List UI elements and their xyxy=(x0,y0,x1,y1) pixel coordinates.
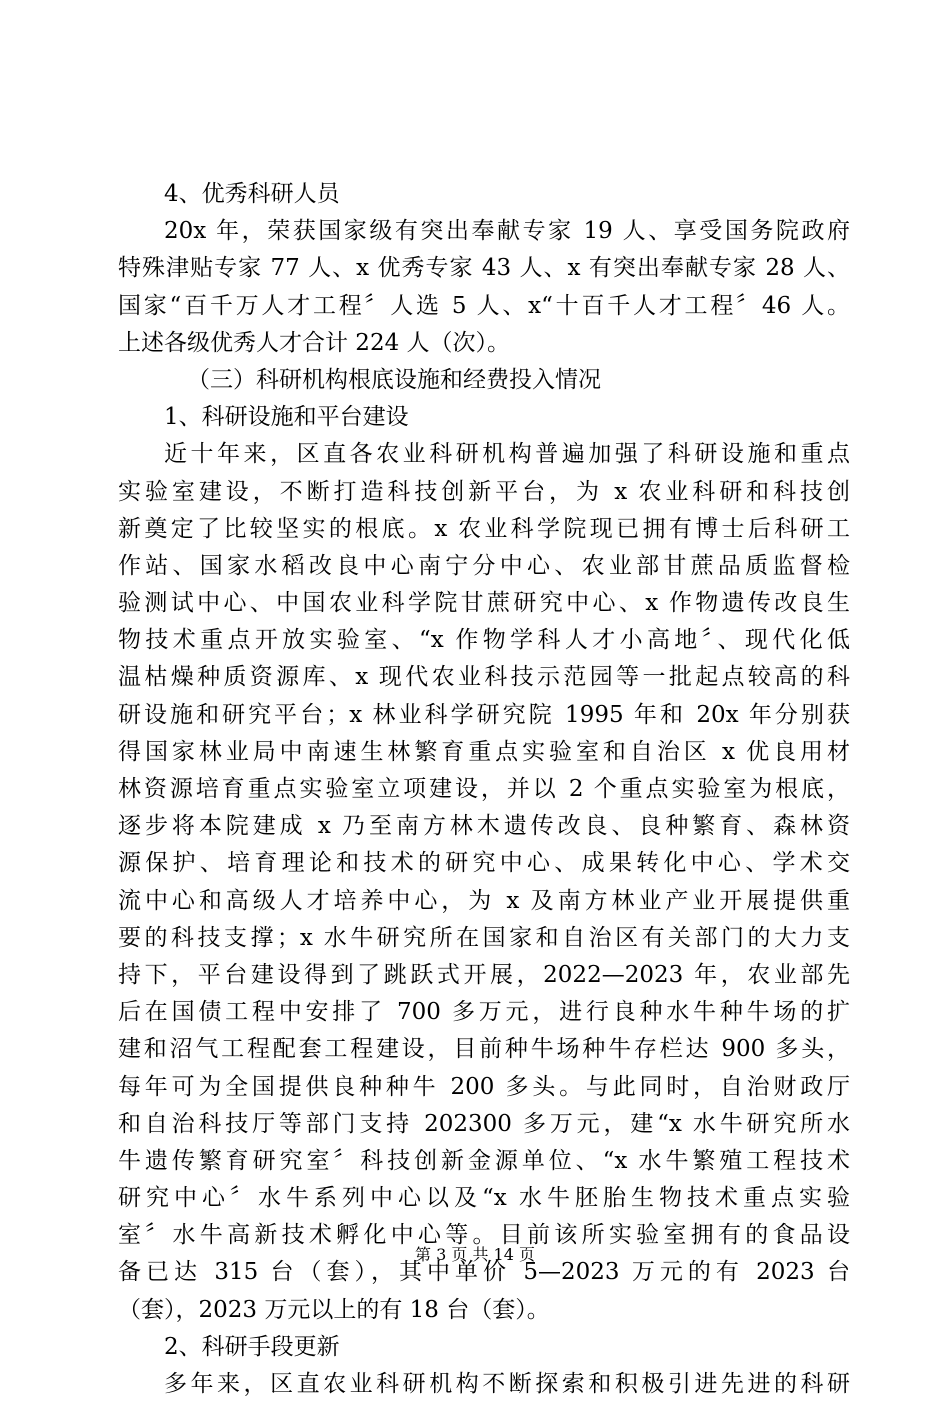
paragraph-line: 作站、国家水稻改良中心南宁分中心、农业部甘蔗品质监督检 xyxy=(118,552,850,579)
paragraph-line: 要的科技支撑；x 水牛研究所在国家和自治区有关部门的大力支 xyxy=(118,924,850,951)
page-number-footer: 第 3 页 共 14 页 xyxy=(415,1245,535,1264)
section-heading: （三）科研机构根底设施和经费投入情况 xyxy=(187,366,601,393)
paragraph-line: 逐步将本院建成 x 乃至南方林木遗传改良、良种繁育、森林资 xyxy=(118,813,850,840)
paragraph-line: 林资源培育重点实验室立项建设，并以 2 个重点实验室为根底， xyxy=(118,776,850,802)
paragraph-line: 国家“百千万人才工程〞人选 5 人、x“十百千人才工程〞46 人。 xyxy=(118,292,850,319)
paragraph-line: 后在国债工程中安排了 700 多万元，进行良种水牛种牛场的扩 xyxy=(118,999,850,1026)
paragraph-line: 特殊津贴专家 77 人、x 优秀专家 43 人、x 有突出奉献专家 28 人、 xyxy=(118,255,850,282)
paragraph-line: 研设施和研究平台；x 林业科学研究院 1995 年和 20x 年分别获 xyxy=(118,701,850,728)
paragraph-line: 物技术重点开放实验室、“x 作物学科人才小高地〞、现代化低 xyxy=(118,627,850,654)
paragraph-line: 温枯燥种质资源库、x 现代农业科技示范园等一批起点较高的科 xyxy=(118,664,850,691)
paragraph-line: 研究中心〞水牛系列中心以及“x 水牛胚胎生物技术重点实验 xyxy=(118,1185,850,1212)
document-body xyxy=(118,176,850,1403)
paragraph-line: 得国家林业局中南速生林繁育重点实验室和自治区 x 优良用材 xyxy=(118,738,850,765)
section-heading: 2、科研手段更新 xyxy=(164,1333,340,1360)
paragraph-line: 实验室建设，不断打造科技创新平台，为 x 农业科研和科技创 xyxy=(118,478,850,505)
paragraph-line: 新奠定了比较坚实的根底。x 农业科学院现已拥有博士后科研工 xyxy=(118,515,850,542)
paragraph-line: 持下，平台建设得到了跳跃式开展，2022—2023 年，农业部先 xyxy=(118,961,850,988)
paragraph-line: 和自治科技厅等部门支持 202300 多万元，建“x 水牛研究所水 xyxy=(118,1110,850,1137)
paragraph-line: 20x 年，荣获国家级有突出奉献专家 19 人、享受国务院政府 xyxy=(164,218,850,245)
paragraph-line: 源保护、培育理论和技术的研究中心、成果转化中心、学术交 xyxy=(118,850,850,877)
paragraph-line: 多年来，区直农业科研机构不断探索和积极引进先进的科研 xyxy=(164,1371,850,1397)
paragraph-line: 每年可为全国提供良种种牛 200 多头。与此同时，自治财政厅 xyxy=(118,1073,850,1100)
paragraph-line: 流中心和高级人才培养中心，为 x 及南方林业产业开展提供重 xyxy=(118,887,850,914)
paragraph-line: 建和沼气工程配套工程建设，目前种牛场种牛存栏达 900 多头， xyxy=(118,1036,850,1063)
paragraph-line: 上述各级优秀人才合计 224 人（次）。 xyxy=(118,329,511,356)
paragraph-line: 备已达 315 台（套），其中单价 5—2023 万元的有 2023 台 xyxy=(118,1259,850,1286)
paragraph-line: （套），2023 万元以上的有 18 台（套）。 xyxy=(118,1296,550,1323)
paragraph-line: 验测试中心、中国农业科学院甘蔗研究中心、x 作物遗传改良生 xyxy=(118,590,850,617)
section-heading: 4、优秀科研人员 xyxy=(164,181,340,207)
paragraph-line: 室〞水牛高新技术孵化中心等。目前该所实验室拥有的食品设 xyxy=(118,1222,850,1249)
paragraph-line: 牛遗传繁育研究室〞科技创新金源单位、“x 水牛繁殖工程技术 xyxy=(118,1147,850,1174)
section-heading: 1、科研设施和平台建设 xyxy=(164,404,409,431)
paragraph-line: 近十年来，区直各农业科研机构普遍加强了科研设施和重点 xyxy=(164,441,850,468)
